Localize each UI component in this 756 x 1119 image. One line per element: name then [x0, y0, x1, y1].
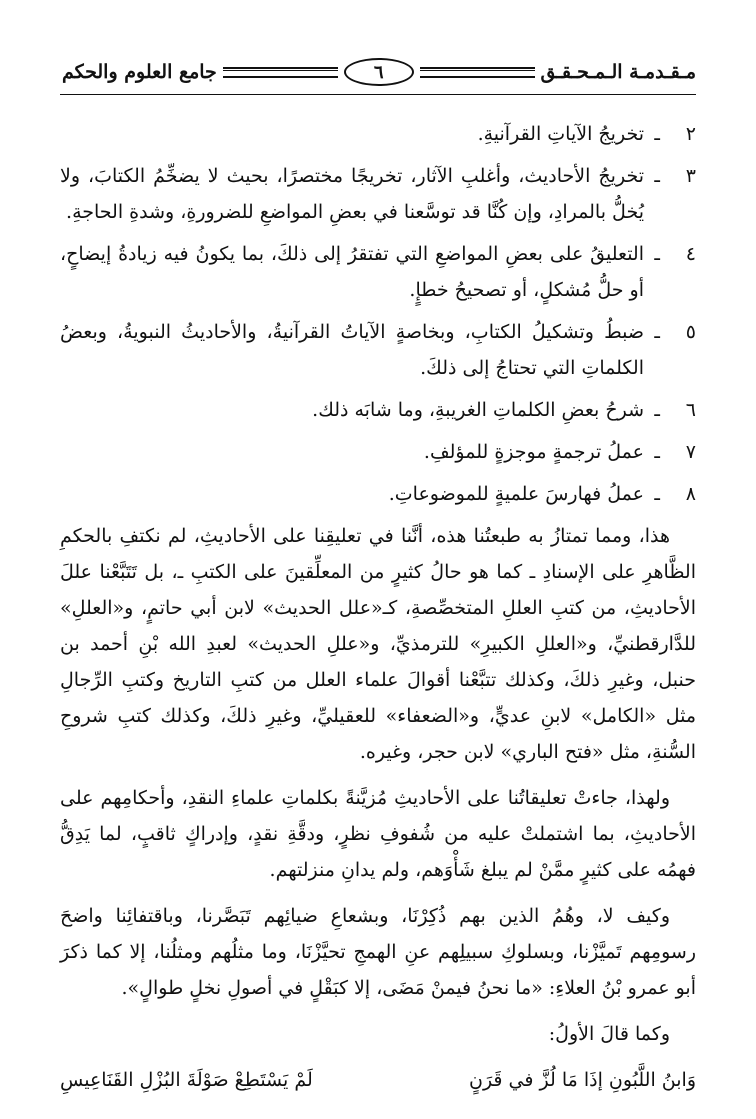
poem-first-hemistich: وَابنُ اللَّبُونِ إذَا مَا لُزَّ في قَرَنٍ — [469, 1069, 696, 1091]
item-text: شرحُ بعضِ الكلماتِ الغريبةِ، وما شابَه ذلك. — [312, 399, 644, 421]
item-text: تخريجُ الآياتِ القرآنيةِ. — [477, 123, 644, 145]
poem-second-hemistich: لَمْ يَسْتَطِعْ صَوْلَةَ البُزْلِ القَنَاعِيسِ — [60, 1069, 313, 1091]
item-text: تخريجُ الأحاديث، وأغلبِ الآثار، تخريجًا مختصرًا، بحيث لا يضخِّمُ الكتابَ، ولا يُخلُّ بالمرادِ، وإن كُنَّا قد توسَّعنا في بعضِ المواضعِ للضرورةِ، وشدةِ الحاجةِ. — [60, 165, 644, 223]
list-item: ٤ ـ التعليقُ على بعضِ المواضعِ التي تفتقرُ إلى ذلكَ، بما يكونُ فيه زيادةُ إيضاحٍ، أو حلُّ مُشكلٍ، أو تصحيحُ خطإٍ. — [60, 236, 696, 308]
item-number: ٧ — [685, 441, 696, 463]
header-separator — [223, 67, 338, 78]
page-body — [60, 116, 696, 1098]
item-number: ٨ — [685, 483, 696, 505]
item-number: ٦ — [685, 399, 696, 421]
list-item: ٥ ـ ضبطُ وتشكيلُ الكتابِ، وبخاصةٍ الآياتُ القرآنيةُ، والأحاديثُ النبويةُ، وبعضُ الكلماتِ التي تحتاجُ إلى ذلكَ. — [60, 314, 696, 386]
item-text: ضبطُ وتشكيلُ الكتابِ، وبخاصةٍ الآياتُ القرآنيةُ، والأحاديثُ النبويةُ، وبعضُ الكلماتِ التي تحتاجُ إلى ذلكَ. — [60, 321, 644, 379]
item-number: ٢ — [685, 123, 696, 145]
paragraph: ولهذا، جاءتْ تعليقاتُنا على الأحاديثِ مُزيَّنةً بكلماتِ علماءِ النقدِ، وأحكامِهم على الأحاديثِ، بما اشتملتْ عليه من شُفوفِ نظرٍ، ودقَّةِ نقدٍ، وإدراكٍ ثاقبٍ، لما يَدِقُّ فهمُه على كثيرٍ ممَّنْ لم يبلغ شَأْوَهم، ولم يدانِ منزلتهم. — [60, 787, 696, 881]
header-separator — [420, 67, 535, 78]
list-item: ٨ ـ عملُ فهارسَ علميةٍ للموضوعاتِ. — [60, 476, 696, 512]
list-item: ٧ ـ عملُ ترجمةٍ موجزةٍ للمؤلفِ. — [60, 434, 696, 470]
list-item: ٣ ـ تخريجُ الأحاديث، وأغلبِ الآثار، تخريجًا مختصرًا، بحيث لا يضخِّمُ الكتابَ، ولا يُخلُّ بالمرادِ، وإن كُنَّا قد توسَّعنا في بعضِ المواضعِ للضرورةِ، وشدةِ الحاجةِ. — [60, 158, 696, 230]
item-number: ٤ — [685, 243, 696, 265]
paragraph: وكيف لا، وهُمُ الذين بهم ذُكِرْنَا، وبشعاعِ ضيائِهم تَبَصَّرنا، وباقتفائِنا واضحَ رسومِهم تَميَّزْنا، وبسلوكِ سبيلِهم عنِ الهمجِ تحيَّزْنَا، وما مثلُهم ومثلُنا، إلا كما ذكرَ أبو عمرو بْنُ العلاءِ: «ما نحنُ فيمنْ مَضَى، إلا كبَقْلٍ في أصولِ نخلٍ طوالٍ». — [60, 905, 696, 999]
poem-verse — [60, 1062, 696, 1098]
item-text: التعليقُ على بعضِ المواضعِ التي تفتقرُ إلى ذلكَ، بما يكونُ فيه زيادةُ إيضاحٍ، أو حلُّ مُشكلٍ، أو تصحيحُ خطإٍ. — [60, 243, 644, 301]
paragraph: هذا، ومما تمتازُ به طبعتُنا هذه، أنَّنا في تعليقِنا على الأحاديثِ، لم نكتفِ بالحكمِ الظَّاهرِ على الإسنادِ ـ كما هو حالُ كثيرٍ من المعلِّقينَ على الكتبِ ـ، بل تَتَبَّعْنا عللَ الأحاديثِ، من كتبِ العللِ المتخصِّصةِ، كـ«علل الحديث» لابن أبي حاتمٍ، و«العللِ» للدَّارقطنيِّ، و«العللِ الكبيرِ» للترمذيِّ، و«عللِ الحديث» لعبدِ الله بْنِ أحمد بن حنبل، وغيرِ ذلكَ، وكذلك تتبَّعْنا أقوالَ علماء العلل من كتبِ التاريخ وكتبِ الرِّجالِ مثل «الكامل» لابنِ عديٍّ، و«الضعفاء» للعقيليِّ، وغيرِ ذلكَ، وكذلك كتبِ شروحِ السُّنةِ، مثل «فتح الباري» لابن حجر، وغيره. — [60, 525, 696, 763]
running-header — [62, 52, 696, 92]
header-right-title: مـقـدمـة الـمـحـقـق — [540, 61, 696, 83]
item-number: ٥ — [685, 321, 696, 343]
page-number: ٦ — [344, 58, 414, 86]
item-text: عملُ ترجمةٍ موجزةٍ للمؤلفِ. — [423, 441, 644, 463]
poem-intro: وكما قالَ الأولُ: — [548, 1023, 670, 1045]
header-rule — [60, 94, 696, 95]
list-item: ٢ ـ تخريجُ الآياتِ القرآنيةِ. — [60, 116, 696, 152]
item-number: ٣ — [685, 165, 696, 187]
item-text: عملُ فهارسَ علميةٍ للموضوعاتِ. — [388, 483, 644, 505]
header-left-title: جامع العلوم والحكم — [61, 61, 217, 83]
list-item: ٦ ـ شرحُ بعضِ الكلماتِ الغريبةِ، وما شابَه ذلك. — [60, 392, 696, 428]
